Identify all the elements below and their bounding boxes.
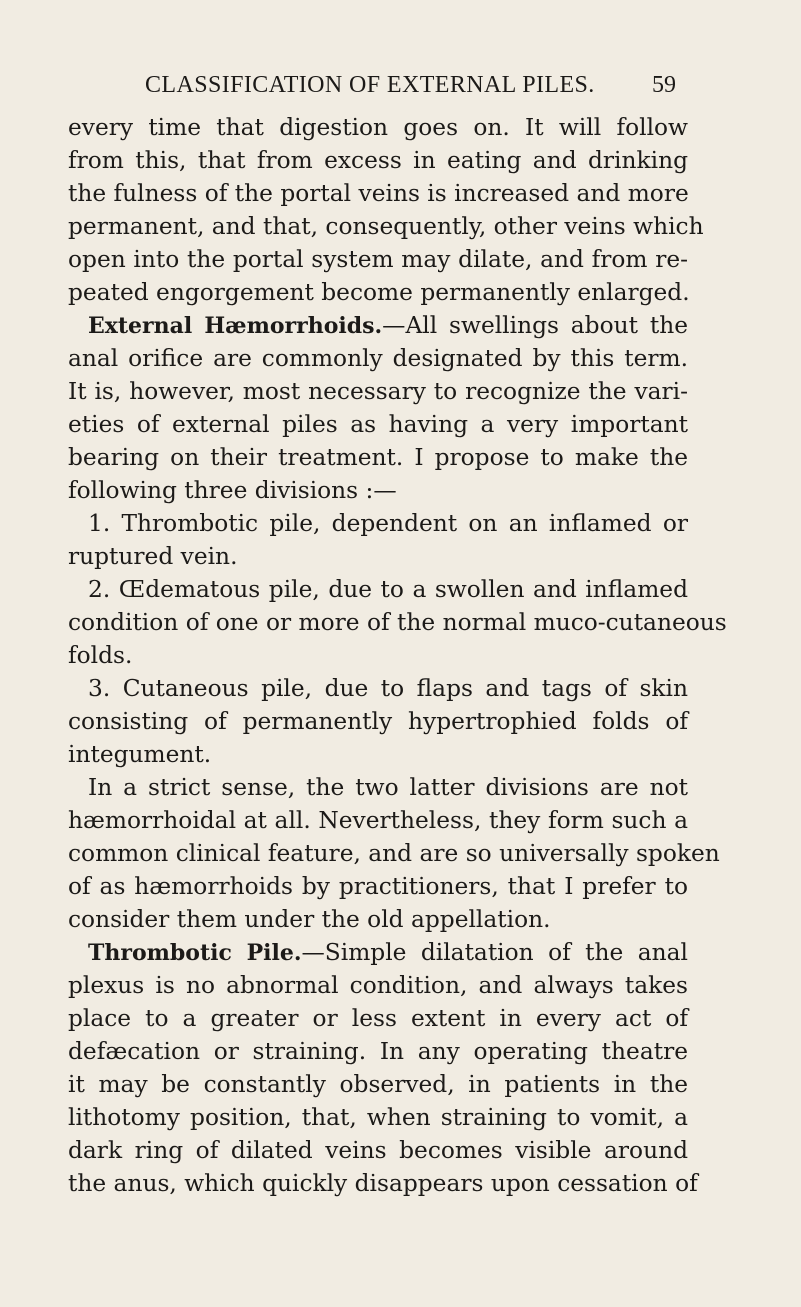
section-heading: Thrombotic Pile.: [88, 940, 302, 966]
text-line: consider them under the old appellation.: [68, 906, 551, 933]
text-line: 1. Thrombotic pile, dependent on an inflamed or: [88, 510, 688, 537]
text-line: bearing on their treatment. I propose to make the: [68, 444, 688, 471]
text-line: of as hæmorrhoids by practitioners, that I prefer to: [68, 873, 688, 900]
text-line: consisting of permanently hypertrophied folds of: [68, 708, 688, 735]
text-line: defæcation or straining. In any operating theatre: [68, 1038, 688, 1065]
text-line: [68, 936, 688, 969]
text-line: from this, that from excess in eating and drinking: [68, 147, 688, 174]
text-line: open into the portal system may dilate, and from re-: [68, 246, 688, 273]
text-line: common clinical feature, and are so universally spoken: [68, 840, 720, 867]
text-run: —Simple dilatation of the anal: [301, 939, 688, 966]
text-line: ruptured vein.: [68, 543, 238, 570]
body-text: [68, 111, 727, 1200]
text-run: —All swellings about the: [382, 312, 688, 339]
text-line: it may be constantly observed, in patients in the: [68, 1071, 688, 1098]
text-line: It is, however, most necessary to recognize the vari-: [68, 378, 688, 405]
text-line: 2. Œdematous pile, due to a swollen and inflamed: [88, 576, 688, 603]
text-line: [68, 309, 688, 342]
text-line: dark ring of dilated veins becomes visible around: [68, 1137, 688, 1164]
text-line: folds.: [68, 642, 133, 669]
text-line: In a strict sense, the two latter divisions are not: [88, 774, 688, 801]
text-line: 3. Cutaneous pile, due to flaps and tags of skin: [88, 675, 688, 702]
text-line: place to a greater or less extent in every act of: [68, 1005, 688, 1032]
text-line: condition of one or more of the normal muco-cutaneous: [68, 609, 727, 636]
text-line: lithotomy position, that, when straining to vomit, a: [68, 1104, 688, 1131]
text-line: integument.: [68, 741, 212, 768]
text-line: plexus is no abnormal condition, and always takes: [68, 972, 688, 999]
text-line: every time that digestion goes on. It will follow: [68, 114, 688, 141]
text-line: eties of external piles as having a very important: [68, 411, 688, 438]
text-line: the anus, which quickly disappears upon cessation of: [68, 1170, 698, 1197]
page-number: 59: [652, 72, 676, 98]
running-head: [0, 72, 801, 102]
text-line: the fulness of the portal veins is increased and more: [68, 180, 689, 207]
text-line: peated engorgement become permanently enlarged.: [68, 279, 690, 306]
text-line: following three divisions :—: [68, 477, 397, 504]
text-line: anal orifice are commonly designated by this term.: [68, 345, 688, 372]
text-line: hæmorrhoidal at all. Nevertheless, they form such a: [68, 807, 688, 834]
running-title: CLASSIFICATION OF EXTERNAL PILES.: [145, 72, 595, 98]
text-line: permanent, and that, consequently, other veins which: [68, 213, 704, 240]
section-heading: External Hæmorrhoids.: [88, 313, 383, 339]
